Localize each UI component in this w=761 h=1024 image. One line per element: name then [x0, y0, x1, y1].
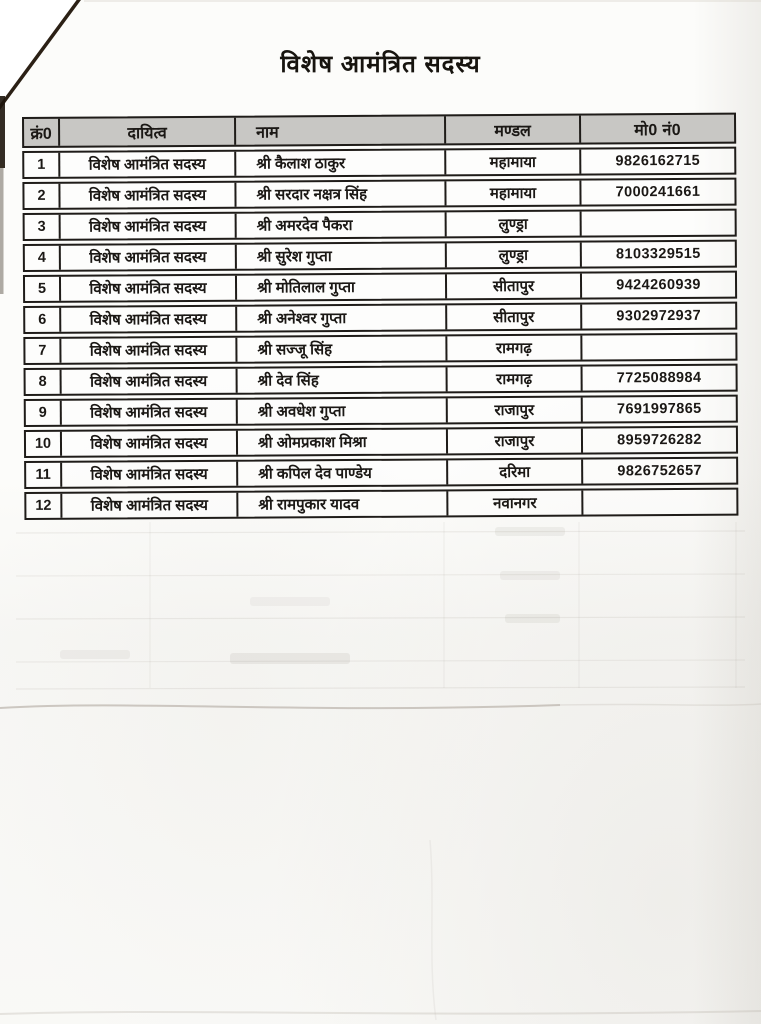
- cell-name: श्री ओमप्रकाश मिश्रा: [238, 429, 448, 454]
- cell-division: रामगढ़: [448, 367, 583, 392]
- cell-serial: 3: [25, 215, 61, 239]
- header-name: नाम: [236, 116, 446, 144]
- cell-serial: 2: [24, 184, 60, 208]
- cell-serial: 10: [26, 432, 62, 456]
- cell-role: विशेष आमंत्रित सदस्य: [62, 493, 238, 518]
- table-row: [23, 240, 737, 272]
- cell-division: दरिमा: [448, 460, 583, 485]
- cell-mobile: 9424260939: [616, 276, 701, 294]
- cell-role: विशेष आमंत्रित सदस्य: [61, 276, 237, 301]
- table-row: [22, 147, 736, 179]
- ghost-table-bleedthrough: [16, 522, 745, 689]
- members-table: [22, 113, 738, 520]
- table-header-row: [22, 113, 736, 148]
- table-row: [22, 178, 736, 210]
- cell-serial: 9: [26, 401, 62, 425]
- left-edge-dark-strip-fade: [0, 164, 4, 294]
- bottom-crease-line: [0, 1011, 761, 1014]
- header-serial: क्रं0: [24, 119, 60, 146]
- cell-serial: 7: [25, 339, 61, 363]
- table-row: [24, 488, 738, 520]
- cell-serial: 4: [25, 246, 61, 270]
- cell-role: विशेष आमंत्रित सदस्य: [62, 431, 238, 456]
- cell-division: राजापुर: [448, 398, 583, 423]
- cell-division: राजापुर: [448, 429, 583, 454]
- table-row: [24, 395, 738, 427]
- cell-role: विशेष आमंत्रित सदस्य: [62, 369, 238, 394]
- cell-name: श्री सुरेश गुप्ता: [237, 243, 447, 268]
- ghost-text-smudges: [60, 527, 565, 664]
- cell-name: श्री कपिल देव पाण्डेय: [238, 460, 448, 485]
- cell-name: श्री रामपुकार यादव: [238, 491, 448, 516]
- cell-role: विशेष आमंत्रित सदस्य: [61, 245, 237, 270]
- cell-role: विशेष आमंत्रित सदस्य: [60, 183, 236, 208]
- cell-serial: 6: [25, 308, 61, 332]
- cell-division: लुण्ड्रा: [447, 212, 582, 237]
- cell-mobile: 7725088984: [616, 369, 702, 387]
- cell-mobile: [583, 490, 736, 515]
- table-row: [23, 302, 737, 334]
- cell-name: श्री अवधेश गुप्ता: [238, 398, 448, 423]
- left-edge-dark-strip: [0, 96, 5, 168]
- cell-mobile: [582, 335, 735, 360]
- cell-name: श्री मोतिलाल गुप्ता: [237, 274, 447, 299]
- cell-division: नवानगर: [448, 491, 583, 516]
- cell-division: महामाया: [446, 181, 581, 206]
- cell-role: विशेष आमंत्रित सदस्य: [62, 400, 238, 425]
- table-row: [24, 426, 738, 458]
- cell-role: विशेष आमंत्रित सदस्य: [62, 462, 238, 487]
- cell-name: श्री सज्जू सिंह: [237, 336, 447, 361]
- table-row: [23, 209, 737, 241]
- cell-mobile: 7000241661: [615, 183, 701, 201]
- cell-mobile: 8103329515: [615, 245, 701, 263]
- cell-name: श्री देव सिंह: [238, 367, 448, 392]
- cell-mobile: [582, 211, 735, 236]
- cell-mobile: 9826162715: [615, 152, 701, 170]
- table-row: [23, 333, 737, 365]
- header-mobile: मो0 नं0: [634, 121, 682, 139]
- cell-mobile: 8959726282: [617, 431, 702, 449]
- cell-role: विशेष आमंत्रित सदस्य: [61, 214, 237, 239]
- header-role: दायित्व: [60, 118, 236, 146]
- cell-serial: 12: [26, 494, 62, 518]
- cell-mobile: 9826752657: [617, 462, 703, 480]
- table-row: [24, 364, 738, 396]
- cell-name: श्री कैलाश ठाकुर: [236, 150, 446, 175]
- cell-role: विशेष आमंत्रित सदस्य: [60, 152, 236, 177]
- cell-serial: 11: [26, 463, 62, 487]
- cell-role: विशेष आमंत्रित सदस्य: [61, 338, 237, 363]
- cell-name: श्री अनेश्वर गुप्ता: [237, 305, 447, 330]
- cell-division: लुण्ड्रा: [447, 243, 582, 268]
- vertical-crease-line: [430, 840, 436, 1020]
- cell-name: श्री सरदार नक्षत्र सिंह: [236, 181, 446, 206]
- cell-division: सीतापुर: [447, 274, 582, 299]
- cell-mobile: 7691997865: [616, 400, 702, 418]
- cell-division: सीतापुर: [447, 305, 582, 330]
- cell-serial: 5: [25, 277, 61, 301]
- page-title: विशेष आमंत्रित सदस्य: [280, 51, 481, 78]
- cell-serial: 8: [26, 370, 62, 394]
- fold-crease-line: [0, 705, 560, 708]
- cell-serial: 1: [24, 153, 60, 177]
- cell-mobile: 9302972937: [616, 307, 702, 325]
- cell-name: श्री अमरदेव पैकरा: [237, 212, 447, 237]
- header-division: मण्डल: [446, 116, 581, 144]
- table-row: [24, 457, 738, 489]
- table-row: [23, 271, 737, 303]
- cell-division: रामगढ़: [447, 336, 582, 361]
- fold-crease-line-fade: [560, 704, 761, 705]
- cell-role: विशेष आमंत्रित सदस्य: [61, 307, 237, 332]
- cell-division: महामाया: [446, 150, 581, 175]
